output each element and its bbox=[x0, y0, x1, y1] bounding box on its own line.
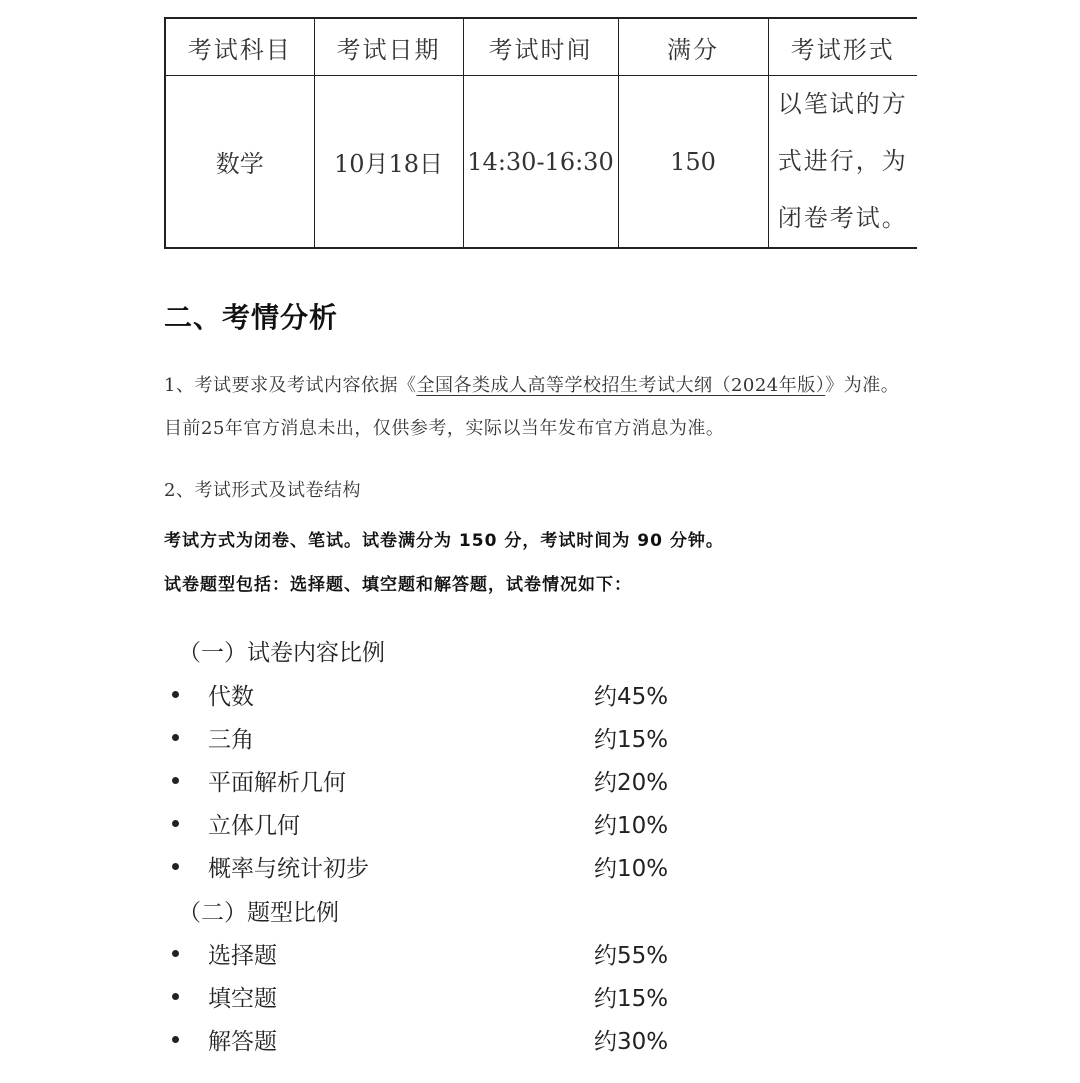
exam-format-line: 考试方式为闭卷、笔试。试卷满分为 150 分，考试时间为 90 分钟。 bbox=[164, 531, 724, 551]
item-label: 概率与统计初步 bbox=[208, 856, 369, 882]
item-percentage: 约30% bbox=[594, 1029, 669, 1055]
list-item bbox=[172, 1023, 692, 1063]
bullet-icon bbox=[172, 678, 179, 704]
header-date: 考试日期 bbox=[314, 18, 463, 76]
list-item bbox=[172, 980, 692, 1020]
item-percentage: 约55% bbox=[594, 943, 669, 969]
cell-form bbox=[768, 76, 917, 249]
list-item bbox=[172, 937, 692, 977]
header-time: 考试时间 bbox=[463, 18, 618, 76]
paragraph-1 bbox=[164, 371, 899, 397]
type-ratio-heading: （二）题型比例 bbox=[178, 900, 339, 926]
bullet-icon bbox=[172, 850, 179, 876]
cell-score: 150 bbox=[618, 76, 768, 249]
item-label: 三角 bbox=[208, 727, 254, 753]
table-row bbox=[165, 76, 917, 249]
header-form: 考试形式 bbox=[768, 18, 917, 76]
item-percentage: 约10% bbox=[594, 813, 669, 839]
header-score: 满分 bbox=[618, 18, 768, 76]
form-line: 闭卷考试。 bbox=[777, 204, 908, 232]
item-percentage: 约15% bbox=[594, 986, 669, 1012]
cell-subject: 数学 bbox=[165, 76, 314, 249]
paragraph-2-title: 2、考试形式及试卷结构 bbox=[164, 480, 361, 501]
item-label: 选择题 bbox=[208, 943, 277, 969]
syllabus-link[interactable]: 全国各类成人高等学校招生考试大纲（2024年版） bbox=[416, 375, 826, 396]
bullet-icon bbox=[172, 937, 179, 963]
bullet-icon bbox=[172, 764, 179, 790]
item-label: 填空题 bbox=[208, 986, 277, 1012]
question-types-line: 试卷题型包括：选择题、填空题和解答题，试卷情况如下： bbox=[164, 575, 632, 595]
item-label: 立体几何 bbox=[208, 813, 300, 839]
cell-time: 14:30-16:30 bbox=[463, 76, 618, 249]
exam-info-table bbox=[164, 17, 917, 249]
form-line: 式进行，为 bbox=[777, 147, 908, 175]
para1-prefix: 1、考试要求及考试内容依据《 bbox=[164, 375, 417, 396]
header-subject: 考试科目 bbox=[165, 18, 314, 76]
list-item bbox=[172, 764, 692, 804]
list-item bbox=[172, 850, 692, 890]
item-percentage: 约20% bbox=[594, 770, 669, 796]
section-title: 二、考情分析 bbox=[164, 301, 339, 334]
item-percentage: 约10% bbox=[594, 856, 669, 882]
bullet-icon bbox=[172, 980, 179, 1006]
bullet-icon bbox=[172, 721, 179, 747]
para1-suffix: 》为准。 bbox=[825, 375, 900, 396]
form-line: 以笔试的方 bbox=[777, 90, 908, 118]
table-header-row bbox=[165, 18, 917, 76]
list-item bbox=[172, 807, 692, 847]
bullet-icon bbox=[172, 807, 179, 833]
item-label: 平面解析几何 bbox=[208, 770, 346, 796]
bullet-icon bbox=[172, 1023, 179, 1049]
item-percentage: 约15% bbox=[594, 727, 669, 753]
content-ratio-heading: （一）试卷内容比例 bbox=[178, 640, 385, 666]
list-item bbox=[172, 721, 692, 761]
item-percentage: 约45% bbox=[594, 684, 669, 710]
paragraph-1-line2: 目前25年官方消息未出，仅供参考，实际以当年发布官方消息为准。 bbox=[164, 418, 725, 439]
item-label: 代数 bbox=[208, 684, 254, 710]
list-item bbox=[172, 678, 692, 718]
cell-date: 10月18日 bbox=[314, 76, 463, 249]
item-label: 解答题 bbox=[208, 1029, 277, 1055]
